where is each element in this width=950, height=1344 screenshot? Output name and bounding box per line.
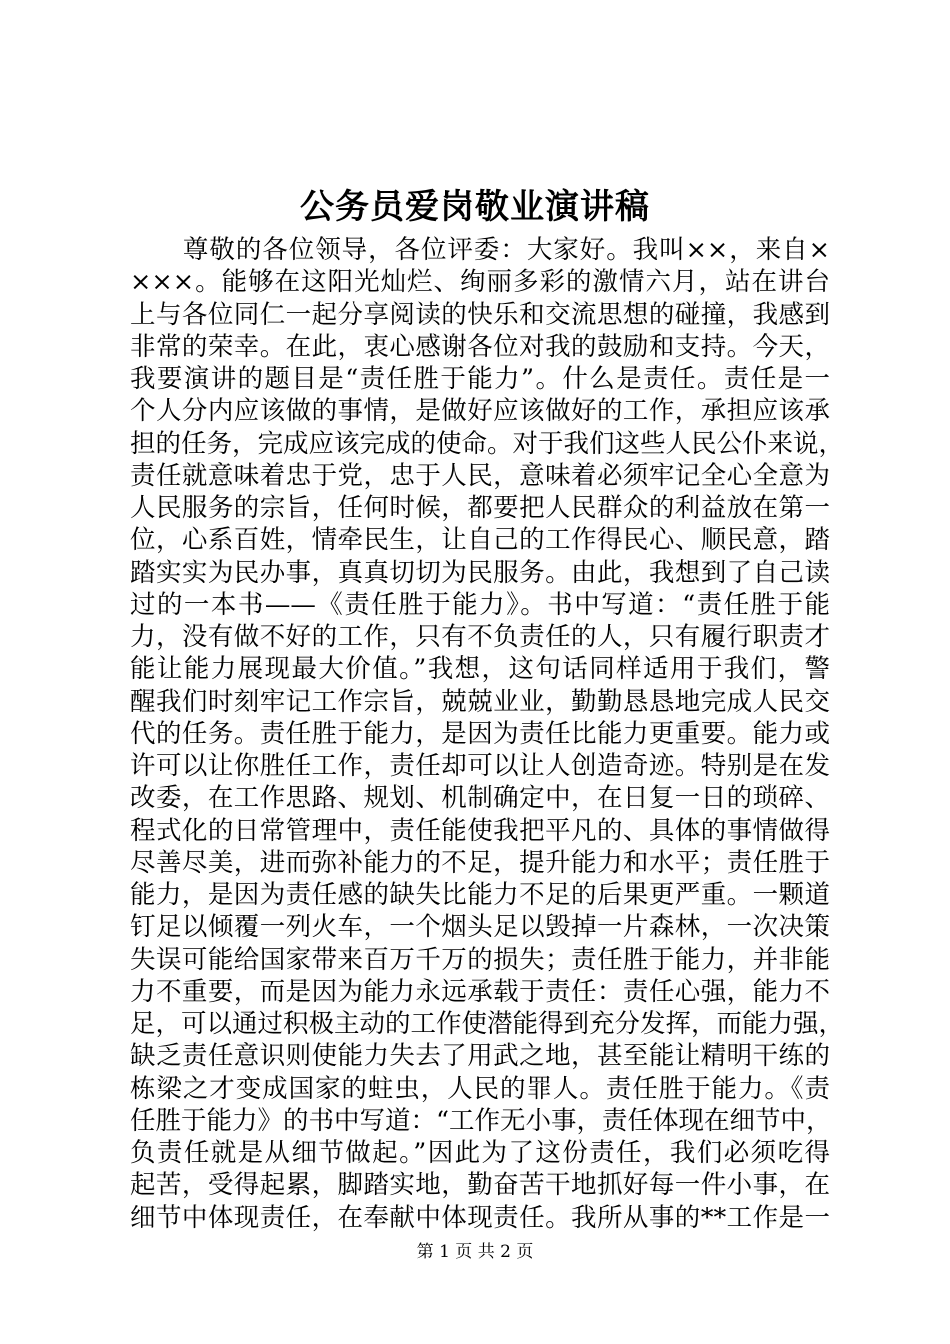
page-footer: 第 1 页 共 2 页	[416, 1242, 534, 1262]
body-line: 过的一本书——《责任胜于能力》。书中写道：“责任胜于能	[130, 589, 830, 620]
body-line: 尽善尽美，进而弥补能力的不足，提升能力和水平；责任胜于	[130, 847, 830, 878]
document-title: 公务员爱岗敬业演讲稿	[300, 187, 650, 227]
body-line: 位，心系百姓，情牵民生，让自己的工作得民心、顺民意，踏	[130, 525, 830, 556]
body-line: 人民服务的宗旨，任何时候，都要把人民群众的利益放在第一	[130, 493, 830, 523]
body-line: 细节中体现责任，在奉献中体现责任。我所从事的**工作是一	[130, 1202, 830, 1233]
body-line: 能力，是因为责任感的缺失比能力不足的后果更严重。一颗道	[130, 880, 830, 910]
body-line: 醒我们时刻牢记工作宗旨，兢兢业业，勤勤恳恳地完成人民交	[130, 686, 830, 717]
body-line: 失误可能给国家带来百万千万的损失；责任胜于能力，并非能	[130, 944, 830, 975]
body-line: 个人分内应该做的事情，是做好应该做好的工作，承担应该承	[130, 396, 830, 427]
body-line: 尊敬的各位领导，各位评委：大家好。我叫××，来自×	[130, 235, 830, 265]
body-line: 力，没有做不好的工作，只有不负责任的人，只有履行职责才	[130, 622, 830, 652]
body-line: ×××。能够在这阳光灿烂、绚丽多彩的激情六月，站在讲台	[130, 267, 830, 298]
document-body	[130, 234, 845, 1234]
body-line: 钉足以倾覆一列火车，一个烟头足以毁掉一片森林，一次决策	[130, 912, 830, 943]
body-line: 责任就意味着忠于党，忠于人民，意味着必须牢记全心全意为	[130, 460, 830, 491]
body-line: 起苦，受得起累，脚踏实地，勤奋苦干地抓好每一件小事，在	[130, 1170, 830, 1201]
body-line: 负责任就是从细节做起。”因此为了这份责任，我们必须吃得	[130, 1138, 830, 1168]
body-line: 我要演讲的题目是“责任胜于能力”。什么是责任。责任是一	[130, 364, 830, 394]
body-line: 上与各位同仁一起分享阅读的快乐和交流思想的碰撞，我感到	[130, 299, 830, 330]
body-line: 改委，在工作思路、规划、机制确定中，在日复一日的琐碎、	[130, 783, 830, 814]
body-line: 非常的荣幸。在此，衷心感谢各位对我的鼓励和支持。今天，	[130, 331, 830, 362]
body-line: 程式化的日常管理中，责任能使我把平凡的、具体的事情做得	[130, 815, 830, 846]
body-line: 担的任务，完成应该完成的使命。对于我们这些人民公仆来说，	[130, 428, 845, 459]
body-line: 代的任务。责任胜于能力，是因为责任比能力更重要。能力或	[130, 718, 830, 749]
body-line: 踏实实为民办事，真真切切为民服务。由此，我想到了自己读	[130, 557, 830, 588]
body-line: 栋梁之才变成国家的蛀虫，人民的罪人。责任胜于能力。《责	[130, 1073, 830, 1104]
body-line: 许可以让你胜任工作，责任却可以让人创造奇迹。特别是在发	[130, 751, 830, 781]
body-line: 足，可以通过积极主动的工作使潜能得到充分发挥，而能力强，	[130, 1009, 845, 1039]
body-line: 能让能力展现最大价值。”我想，这句话同样适用于我们，警	[130, 654, 830, 685]
body-line: 缺乏责任意识则使能力失去了用武之地，甚至能让精明干练的	[130, 1041, 830, 1072]
body-line: 任胜于能力》的书中写道：“工作无小事，责任体现在细节中，	[130, 1105, 832, 1136]
body-line: 力不重要，而是因为能力永远承载于责任：责任心强，能力不	[130, 976, 830, 1007]
